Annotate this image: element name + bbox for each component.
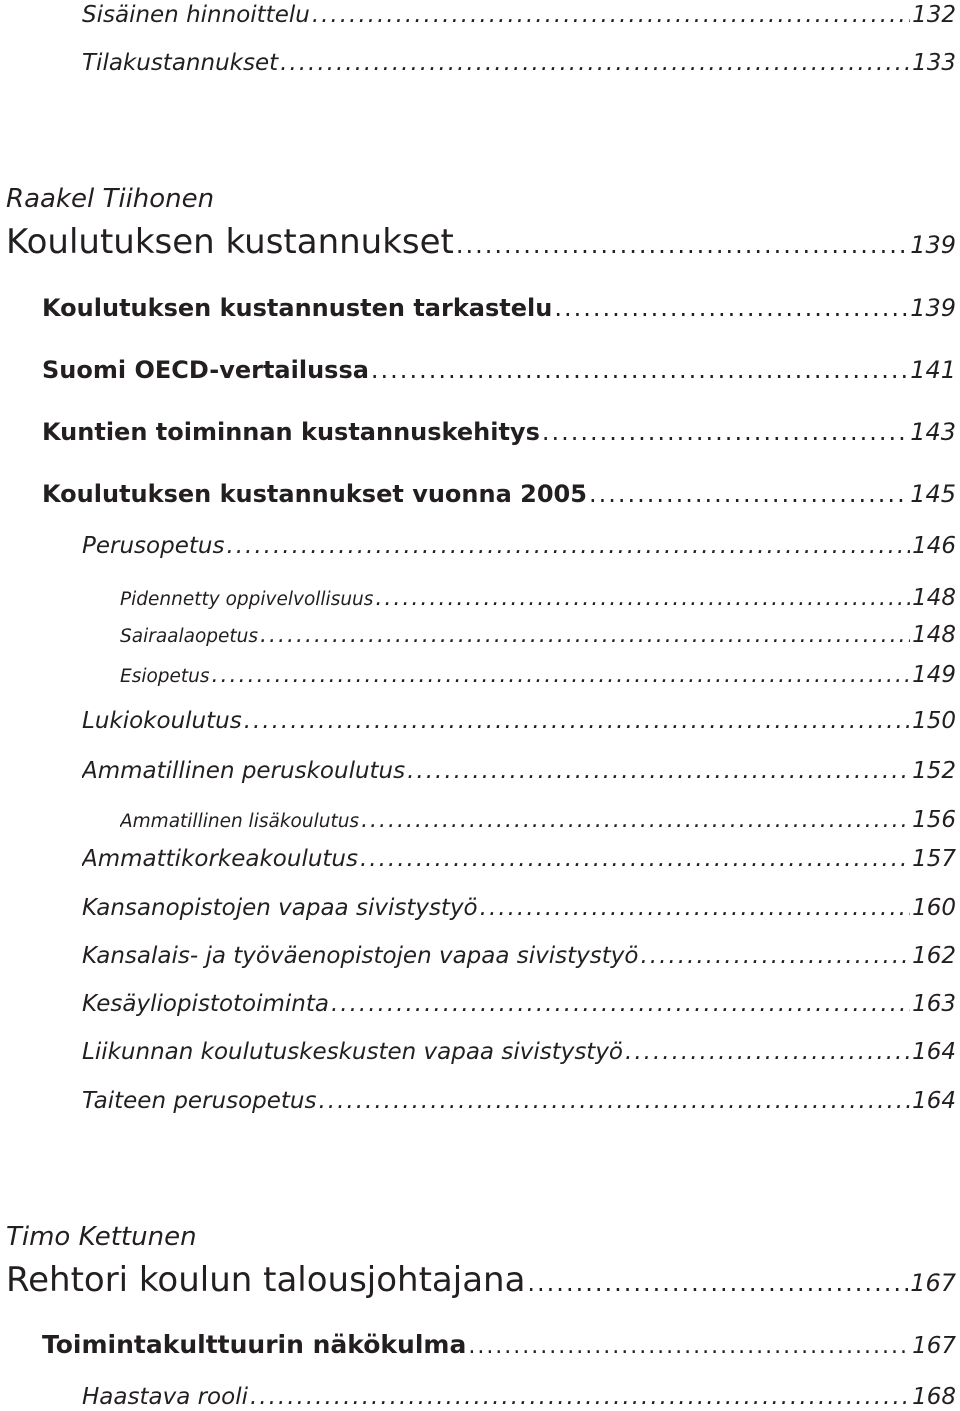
page-number: 146: [912, 533, 956, 559]
page-number: 167: [912, 1333, 956, 1359]
leader-dots: [589, 480, 908, 508]
entry-title: Esiopetus: [120, 666, 210, 687]
leader-dots: [212, 663, 911, 688]
page-number: 133: [912, 50, 956, 76]
page-number: 157: [912, 846, 956, 872]
toc-entry[interactable]: [82, 943, 956, 969]
entry-title: Koulutuksen kustannukset vuonna 2005: [42, 480, 587, 508]
page-number: 163: [912, 991, 956, 1017]
chapter-title[interactable]: [6, 1260, 956, 1300]
toc-entry[interactable]: [42, 418, 956, 446]
page-number: 139: [910, 294, 956, 322]
toc-entry[interactable]: [120, 622, 956, 648]
entry-title: Ammatillinen lisäkoulutus: [120, 811, 360, 832]
page-number: 152: [912, 758, 956, 784]
leader-dots: [468, 1334, 910, 1359]
toc-entry[interactable]: [42, 294, 956, 322]
toc-entry[interactable]: [82, 708, 956, 734]
page-number: 167: [910, 1269, 956, 1297]
toc-entry[interactable]: [120, 585, 956, 611]
leader-dots: [250, 1384, 910, 1410]
entry-title: Kansalais- ja työväenopistojen vapaa sivistystyö: [82, 943, 639, 969]
page-number: 148: [912, 622, 956, 648]
leader-dots: [319, 1088, 911, 1114]
entry-title: Sisäinen hinnoittelu: [82, 2, 310, 28]
page-number: 141: [910, 356, 956, 384]
leader-dots: [640, 943, 910, 969]
leader-dots: [527, 1269, 908, 1297]
leader-dots: [625, 1039, 910, 1065]
leader-dots: [407, 758, 910, 784]
entry-title: Toimintakulttuurin näkökulma: [42, 1330, 467, 1359]
entry-title: Koulutuksen kustannusten tarkastelu: [42, 294, 553, 322]
leader-dots: [456, 231, 908, 259]
page-number: 132: [912, 2, 956, 28]
leader-dots: [260, 623, 910, 648]
leader-dots: [480, 895, 910, 921]
section-author: Timo Kettunen: [6, 1222, 197, 1252]
toc-entry[interactable]: [82, 1384, 956, 1410]
page-number: 149: [912, 662, 956, 688]
entry-title: Sairaalaopetus: [120, 626, 259, 647]
entry-title: Kansanopistojen vapaa sivistystyö: [82, 895, 478, 921]
entry-title: Haastava rooli: [82, 1384, 248, 1410]
leader-dots: [244, 708, 910, 734]
toc-entry[interactable]: [82, 991, 956, 1017]
entry-title: Kuntien toiminnan kustannuskehitys: [42, 418, 540, 446]
leader-dots: [331, 991, 910, 1017]
entry-title: Suomi OECD-vertailussa: [42, 356, 369, 384]
entry-title: Lukiokoulutus: [82, 708, 242, 734]
entry-title: Kesäyliopistotoiminta: [82, 991, 329, 1017]
toc-entry[interactable]: [82, 1088, 956, 1114]
entry-title: Perusopetus: [82, 533, 225, 559]
page-number: 160: [912, 895, 956, 921]
page-number: 156: [912, 807, 956, 833]
leader-dots: [312, 2, 910, 28]
toc-entry[interactable]: [120, 807, 956, 833]
leader-dots: [375, 586, 910, 611]
entry-title: Pidennetty oppivelvollisuus: [120, 589, 374, 610]
page-number: 168: [912, 1384, 956, 1410]
toc-entry[interactable]: [42, 480, 956, 508]
page-number: 148: [912, 585, 956, 611]
toc-entry[interactable]: [82, 895, 956, 921]
leader-dots: [554, 294, 908, 322]
page-number: 145: [910, 480, 956, 508]
page-number: 162: [912, 943, 956, 969]
section-author: Raakel Tiihonen: [6, 184, 215, 214]
toc-entry[interactable]: [42, 356, 956, 384]
page-number: 150: [912, 708, 956, 734]
leader-dots: [280, 50, 910, 76]
toc-entry[interactable]: [120, 662, 956, 688]
entry-title: Liikunnan koulutuskeskusten vapaa sivistystyö: [82, 1039, 624, 1065]
page-number: 164: [912, 1088, 956, 1114]
entry-title: Ammatillinen peruskoulutus: [82, 758, 406, 784]
chapter-title-text: Rehtori koulun talousjohtajana: [6, 1260, 526, 1300]
toc-entry[interactable]: [42, 1330, 956, 1359]
toc-entry[interactable]: [82, 533, 956, 559]
chapter-title-text: Koulutuksen kustannukset: [6, 222, 454, 262]
leader-dots: [226, 533, 910, 559]
toc-entry[interactable]: [82, 758, 956, 784]
entry-title: Tilakustannukset: [82, 50, 279, 76]
leader-dots: [361, 808, 910, 833]
toc-entry[interactable]: [82, 1039, 956, 1065]
entry-title: Taiteen perusopetus: [82, 1088, 317, 1114]
leader-dots: [360, 846, 910, 872]
toc-entry[interactable]: [82, 50, 956, 76]
entry-title: Ammattikorkeakoulutus: [82, 846, 358, 872]
toc-entry[interactable]: [82, 2, 956, 28]
chapter-title[interactable]: [6, 222, 956, 262]
toc-entry[interactable]: [82, 846, 956, 872]
page-number: 139: [910, 231, 956, 259]
page-number: 143: [910, 418, 956, 446]
leader-dots: [371, 356, 908, 384]
page-number: 164: [912, 1039, 956, 1065]
leader-dots: [542, 418, 908, 446]
